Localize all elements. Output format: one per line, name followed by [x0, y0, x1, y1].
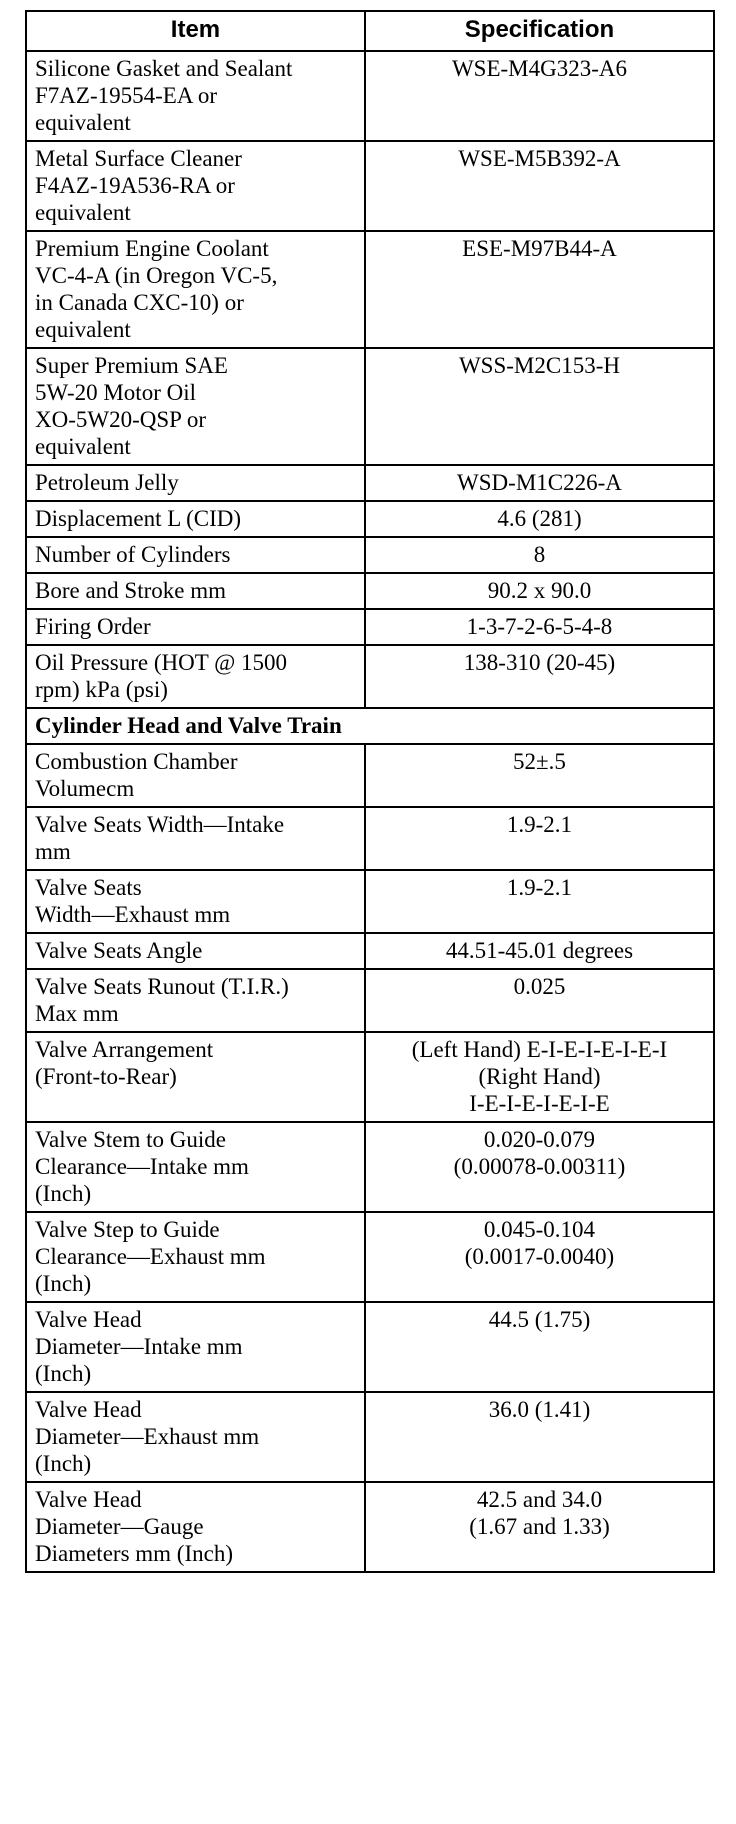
- item-cell: [26, 1032, 365, 1122]
- specification-cell: [365, 1032, 714, 1122]
- specification-text: WSS-M2C153-H: [458, 353, 620, 378]
- item-text: Max mm: [35, 1001, 119, 1026]
- item-cell: [26, 933, 365, 969]
- specification-text: WSE-M5B392-A: [458, 146, 621, 171]
- specification-cell: [365, 933, 714, 969]
- item-text: equivalent: [35, 317, 131, 342]
- specification-cell: [365, 51, 714, 141]
- specification-text: (1.67 and 1.33): [469, 1514, 610, 1539]
- item-cell: [26, 1392, 365, 1482]
- item-text: Width—Exhaust mm: [35, 902, 231, 927]
- item-text: Valve Stem to Guide: [35, 1127, 226, 1152]
- item-text: Combustion Chamber: [35, 749, 238, 774]
- item-text: Displacement L (CID): [35, 506, 242, 531]
- item-cell: [26, 1122, 365, 1212]
- item-text: rpm) kPa (psi): [35, 677, 168, 702]
- item-text: equivalent: [35, 110, 131, 135]
- specification-cell: [365, 744, 714, 807]
- table-row: [26, 807, 714, 870]
- item-cell: [26, 609, 365, 645]
- item-cell: [26, 1212, 365, 1302]
- item-cell: [26, 573, 365, 609]
- item-text: (Front-to-Rear): [35, 1064, 177, 1089]
- item-text: Volumecm: [35, 776, 135, 801]
- item-text: XO-5W20-QSP or: [35, 407, 206, 432]
- item-text: Diameter—Exhaust mm: [35, 1424, 260, 1449]
- table-row: [26, 1482, 714, 1572]
- table-row: [26, 51, 714, 141]
- item-cell: [26, 231, 365, 348]
- header-item: Item: [26, 11, 365, 51]
- specification-text: 8: [533, 542, 546, 567]
- item-text: VC-4-A (in Oregon VC-5,: [35, 263, 278, 288]
- specification-text: 52±.5: [513, 749, 566, 774]
- specification-cell: [365, 1212, 714, 1302]
- table-row: [26, 537, 714, 573]
- specification-text: 0.020-0.079: [483, 1127, 596, 1152]
- item-cell: [26, 744, 365, 807]
- item-text: Petroleum Jelly: [35, 470, 179, 495]
- table-row: [26, 933, 714, 969]
- specification-text: WSE-M4G323-A6: [451, 56, 627, 81]
- section-heading: Cylinder Head and Valve Train: [26, 708, 714, 744]
- specification-cell: [365, 1122, 714, 1212]
- item-text: 5W-20 Motor Oil: [35, 380, 196, 405]
- specification-cell: [365, 501, 714, 537]
- specification-text: 44.5 (1.75): [488, 1307, 591, 1332]
- specification-cell: [365, 1482, 714, 1572]
- item-text: Valve Step to Guide: [35, 1217, 220, 1242]
- header-row: [26, 11, 714, 51]
- item-text: Super Premium SAE: [35, 353, 228, 378]
- specification-text: 0.045-0.104: [483, 1217, 596, 1242]
- specification-cell: [365, 807, 714, 870]
- item-text: (Inch): [35, 1451, 92, 1476]
- specification-cell: [365, 537, 714, 573]
- specification-text: (Left Hand) E-I-E-I-E-I-E-I: [411, 1037, 668, 1062]
- specification-text: 138-310 (20-45): [463, 650, 616, 675]
- specification-text: 36.0 (1.41): [488, 1397, 591, 1422]
- item-text: Valve Seats Width—Intake: [35, 812, 285, 837]
- specification-text: (Right Hand): [478, 1064, 601, 1089]
- table-row: [26, 870, 714, 933]
- item-cell: [26, 1302, 365, 1392]
- item-text: Valve Seats: [35, 875, 142, 900]
- specification-text: 44.51-45.01 degrees: [445, 938, 634, 963]
- specification-cell: [365, 870, 714, 933]
- item-text: Valve Seats Runout (T.I.R.): [35, 974, 289, 999]
- item-text: Firing Order: [35, 614, 151, 639]
- table-row: [26, 609, 714, 645]
- specification-text: 1.9-2.1: [506, 875, 573, 900]
- specification-text: 1-3-7-2-6-5-4-8: [466, 614, 613, 639]
- table-row: [26, 573, 714, 609]
- table-row: [26, 141, 714, 231]
- item-cell: [26, 807, 365, 870]
- item-text: Valve Head: [35, 1397, 142, 1422]
- specification-cell: [365, 969, 714, 1032]
- item-cell: [26, 51, 365, 141]
- item-text: mm: [35, 839, 71, 864]
- table-row: [26, 744, 714, 807]
- specification-cell: [365, 1392, 714, 1482]
- specification-text: 1.9-2.1: [506, 812, 573, 837]
- table-row: [26, 348, 714, 465]
- table-row: [26, 465, 714, 501]
- specification-table: [25, 10, 715, 1573]
- table-row: [26, 231, 714, 348]
- table-row: [26, 1392, 714, 1482]
- specification-text: (0.0017-0.0040): [464, 1244, 615, 1269]
- specification-text: 4.6 (281): [497, 506, 582, 531]
- item-cell: [26, 141, 365, 231]
- specification-text: 0.025: [513, 974, 566, 999]
- item-cell: [26, 969, 365, 1032]
- item-text: (Inch): [35, 1361, 92, 1386]
- specification-cell: [365, 1302, 714, 1392]
- table-row: [26, 1212, 714, 1302]
- table-body: [26, 51, 714, 1572]
- header-specification: Specification: [365, 11, 714, 51]
- specification-cell: [365, 645, 714, 708]
- item-text: Valve Head: [35, 1487, 142, 1512]
- table-row: [26, 969, 714, 1032]
- item-text: Premium Engine Coolant: [35, 236, 269, 261]
- specification-text: 90.2 x 90.0: [487, 578, 592, 603]
- item-text: Diameter—Intake mm: [35, 1334, 243, 1359]
- item-text: Diameter—Gauge: [35, 1514, 204, 1539]
- table-row: [26, 645, 714, 708]
- item-cell: [26, 645, 365, 708]
- item-text: Diameters mm (Inch): [35, 1541, 233, 1566]
- specification-cell: [365, 465, 714, 501]
- item-cell: [26, 1482, 365, 1572]
- specification-cell: [365, 348, 714, 465]
- item-text: Valve Seats Angle: [35, 938, 203, 963]
- item-text: Clearance—Intake mm: [35, 1154, 249, 1179]
- specification-cell: [365, 573, 714, 609]
- specification-text: WSD-M1C226-A: [457, 470, 622, 495]
- section-row: [26, 708, 714, 744]
- item-text: Oil Pressure (HOT @ 1500: [35, 650, 288, 675]
- item-text: (Inch): [35, 1181, 92, 1206]
- item-text: F4AZ-19A536-RA or: [35, 173, 235, 198]
- table-row: [26, 1032, 714, 1122]
- specification-text: (0.00078-0.00311): [453, 1154, 626, 1179]
- specification-cell: [365, 141, 714, 231]
- item-text: Number of Cylinders: [35, 542, 231, 567]
- item-text: (Inch): [35, 1271, 92, 1296]
- specification-text: I-E-I-E-I-E-I-E: [469, 1091, 610, 1116]
- item-text: Bore and Stroke mm: [35, 578, 226, 603]
- item-text: in Canada CXC-10) or: [35, 290, 244, 315]
- item-cell: [26, 501, 365, 537]
- item-text: equivalent: [35, 434, 131, 459]
- item-cell: [26, 870, 365, 933]
- item-text: Valve Arrangement: [35, 1037, 214, 1062]
- item-text: equivalent: [35, 200, 131, 225]
- specification-text: 42.5 and 34.0: [476, 1487, 603, 1512]
- item-text: Metal Surface Cleaner: [35, 146, 242, 171]
- table-row: [26, 1302, 714, 1392]
- specification-cell: [365, 231, 714, 348]
- table-row: [26, 1122, 714, 1212]
- item-text: Clearance—Exhaust mm: [35, 1244, 266, 1269]
- item-text: Valve Head: [35, 1307, 142, 1332]
- table-row: [26, 501, 714, 537]
- item-cell: [26, 465, 365, 501]
- item-cell: [26, 348, 365, 465]
- item-text: F7AZ-19554-EA or: [35, 83, 218, 108]
- item-text: Silicone Gasket and Sealant: [35, 56, 293, 81]
- specification-text: ESE-M97B44-A: [462, 236, 617, 261]
- item-cell: [26, 537, 365, 573]
- specification-cell: [365, 609, 714, 645]
